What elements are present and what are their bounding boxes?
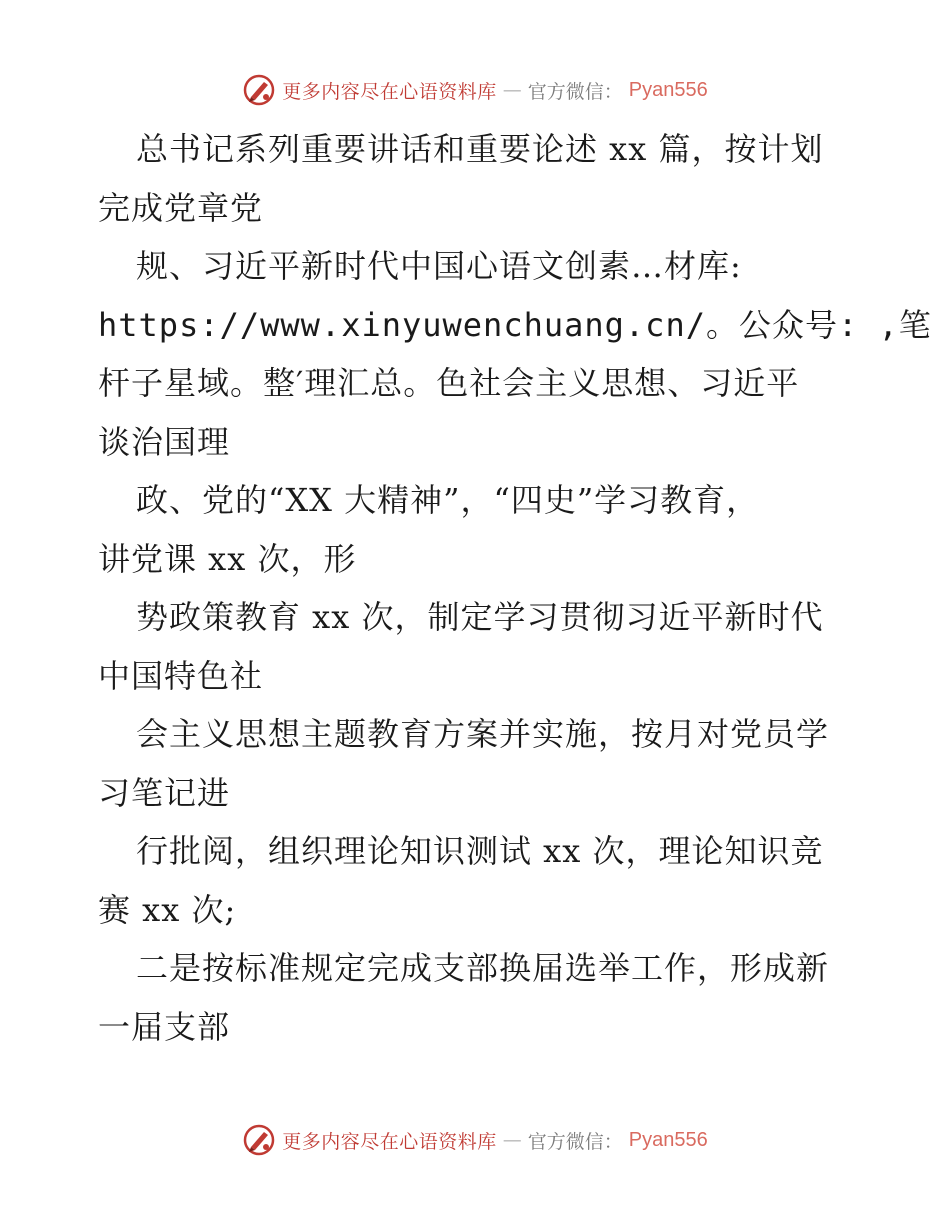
text-line: 中国特色社 <box>98 656 264 695</box>
text-line: 规、习近平新时代中国心语文创素…材库: <box>136 247 742 285</box>
text-line: 讲党课 xx 次，形 <box>98 539 357 578</box>
document-body <box>98 120 932 1056</box>
footer-banner <box>0 1120 950 1160</box>
banner-wechat-id: Pyan556 <box>628 1128 708 1151</box>
pen-logo-icon <box>242 1123 276 1157</box>
text-line: 总书记系列重要讲话和重要论述 xx 篇，按计划 <box>136 130 824 168</box>
text-line: 谈治国理 <box>98 422 231 461</box>
banner-wechat-id: Pyan556 <box>628 78 708 101</box>
text-line: 杆子星域。整′理汇总。色社会主义思想、习近平 <box>98 364 800 402</box>
text-line: 会主义思想主题教育方案并实施，按月对党员学 <box>136 715 830 753</box>
banner-separator: — <box>502 1129 522 1151</box>
text-line: 一届支部 <box>98 1007 231 1046</box>
pen-logo-icon <box>242 73 276 107</box>
header-banner <box>0 70 950 110</box>
url-line[interactable]: https://www.xinyuwenchuang.cn/。公众号: ,笔 <box>98 305 932 344</box>
banner-separator: — <box>502 79 522 101</box>
text-line: 二是按标准规定完成支部换届选举工作，形成新 <box>136 949 830 987</box>
banner-title: 更多内容尽在心语资料库 <box>282 80 497 103</box>
text-line: 完成党章党 <box>98 188 264 227</box>
banner-title: 更多内容尽在心语资料库 <box>282 1130 497 1153</box>
banner-wechat-label: 官方微信： <box>527 80 623 103</box>
text-line: 行批阅，组织理论知识测试 xx 次，理论知识竞 <box>136 832 824 870</box>
banner-wechat-label: 官方微信： <box>527 1130 623 1153</box>
text-line: 政、党的“XX 大精神”，“四史”学习教育， <box>136 481 760 519</box>
text-line: 习笔记进 <box>98 773 231 812</box>
text-line: 赛 xx 次; <box>98 890 237 929</box>
text-line: 势政策教育 xx 次，制定学习贯彻习近平新时代 <box>136 598 824 636</box>
